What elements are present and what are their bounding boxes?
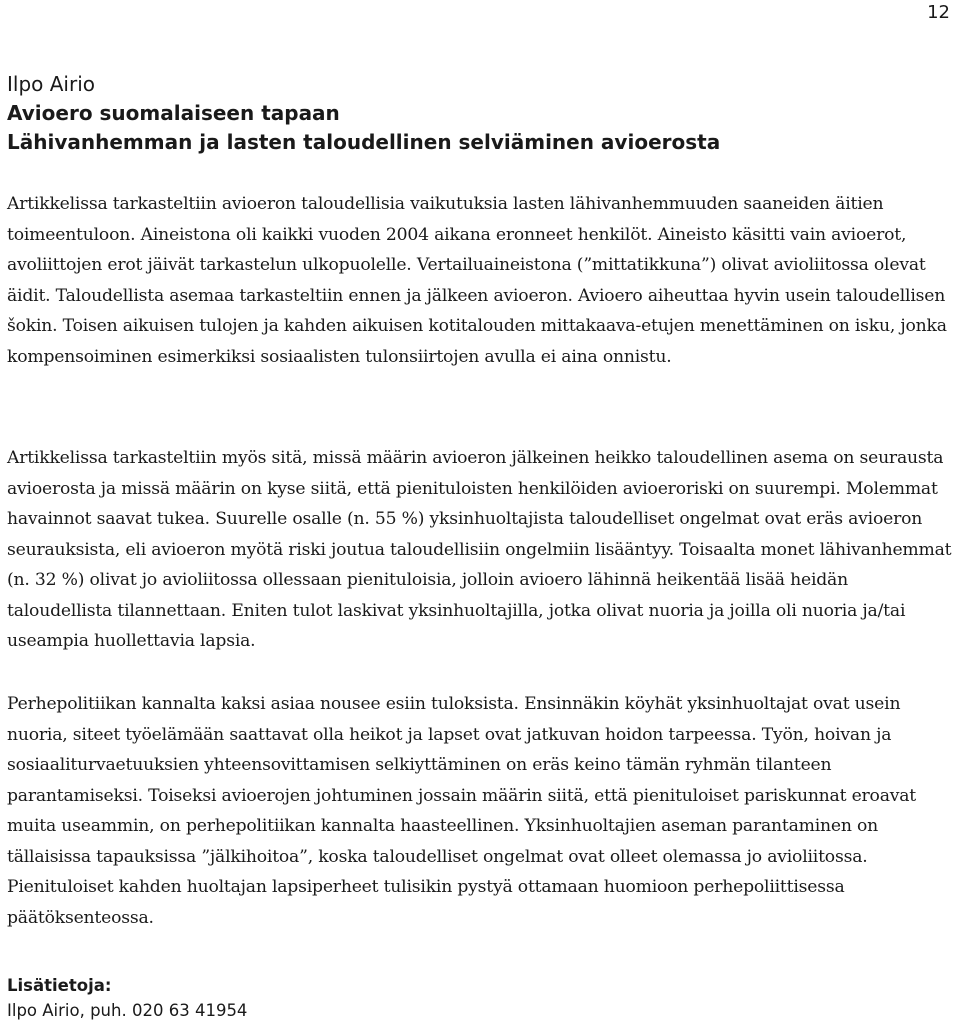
article-subtitle: Lähivanhemman ja lasten taloudellinen selviäminen avioerosta <box>7 130 721 154</box>
page-number: 12 <box>927 2 950 23</box>
paragraph-findings: Artikkelissa tarkasteltiin myös sitä, missä määrin avioeron jälkeinen heikko taloudellinen asema on seurausta avioerosta ja missä määrin on kyse siitä, että pienituloisten henkilöiden avioeroriski on suurempi. Molemmat havainnot saavat tukea. Suurelle osalle (n. 55 %) yksinhuoltajista taloudelliset ongelmat ovat eräs avioeron seurauksista, eli avioeron myötä riski joutua taloudellisiin ongelmiin lisääntyy. Toisaalta monet lähivanhemmat (n. 32 %) olivat jo avioliitossa ollessaan pienituloisia, jolloin avioero lähinnä heikentää lisää heidän taloudellista tilannettaan. Eniten tulot laskivat yksinhuoltajilla, jotka olivat nuoria ja joilla oli nuoria ja/tai useampia huollettavia lapsia. <box>7 448 952 651</box>
contact-label: Lisätietoja: <box>7 976 112 995</box>
article-title: Avioero suomalaiseen tapaan <box>7 101 340 125</box>
paragraph-summary: Artikkelissa tarkasteltiin avioeron taloudellisia vaikutuksia lasten lähivanhemmuuden saaneiden äitien toimeentuloon. Aineistona oli kaikki vuoden 2004 aikana eronneet henkilöt. Aineisto käsitti vain avioerot, avoliittojen erot jäivät tarkastelun ulkopuolelle. Vertailuaineistona (”mittatikkuna”) olivat avioliitossa olevat äidit. Taloudellista asemaa tarkasteltiin ennen ja jälkeen avioeron. Avioero aiheuttaa hyvin usein taloudellisen šokin. Toisen aikuisen tulojen ja kahden aikuisen kotitalouden mittakaava-etujen menettäminen on isku, jonka kompensoiminen esimerkiksi sosiaalisten tulonsiirtojen avulla ei aina onnistu. <box>7 194 947 367</box>
article-header <box>7 70 720 157</box>
paragraph-policy: Perhepolitiikan kannalta kaksi asiaa nousee esiin tuloksista. Ensinnäkin köyhät yksinhuoltajat ovat usein nuoria, siteet työelämään saattavat olla heikot ja lapset ovat jatkuvan hoidon tarpeessa. Työn, hoivan ja sosiaaliturvaetuuksien yhteensovittamisen selkiyttäminen on eräs keino tämän ryhmän tilanteen parantamiseksi. Toiseksi avioerojen johtuminen jossain määrin siitä, että pienituloiset pariskunnat eroavat muita useammin, on perhepolitiikan kannalta haasteellinen. Yksinhuoltajien aseman parantaminen on tällaisissa tapauksissa ”jälkihoitoa”, koska taloudelliset ongelmat ovat olleet olemassa jo avioliitossa. Pienituloiset kahden huoltajan lapsiperheet tulisikin pystyä ottamaan huomioon perhepoliittisessa päätöksenteossa. <box>7 694 917 928</box>
author-name: Ilpo Airio <box>7 72 95 96</box>
contact-details: Ilpo Airio, puh. 020 63 41954 <box>7 1001 248 1020</box>
contact-info <box>7 973 247 1023</box>
